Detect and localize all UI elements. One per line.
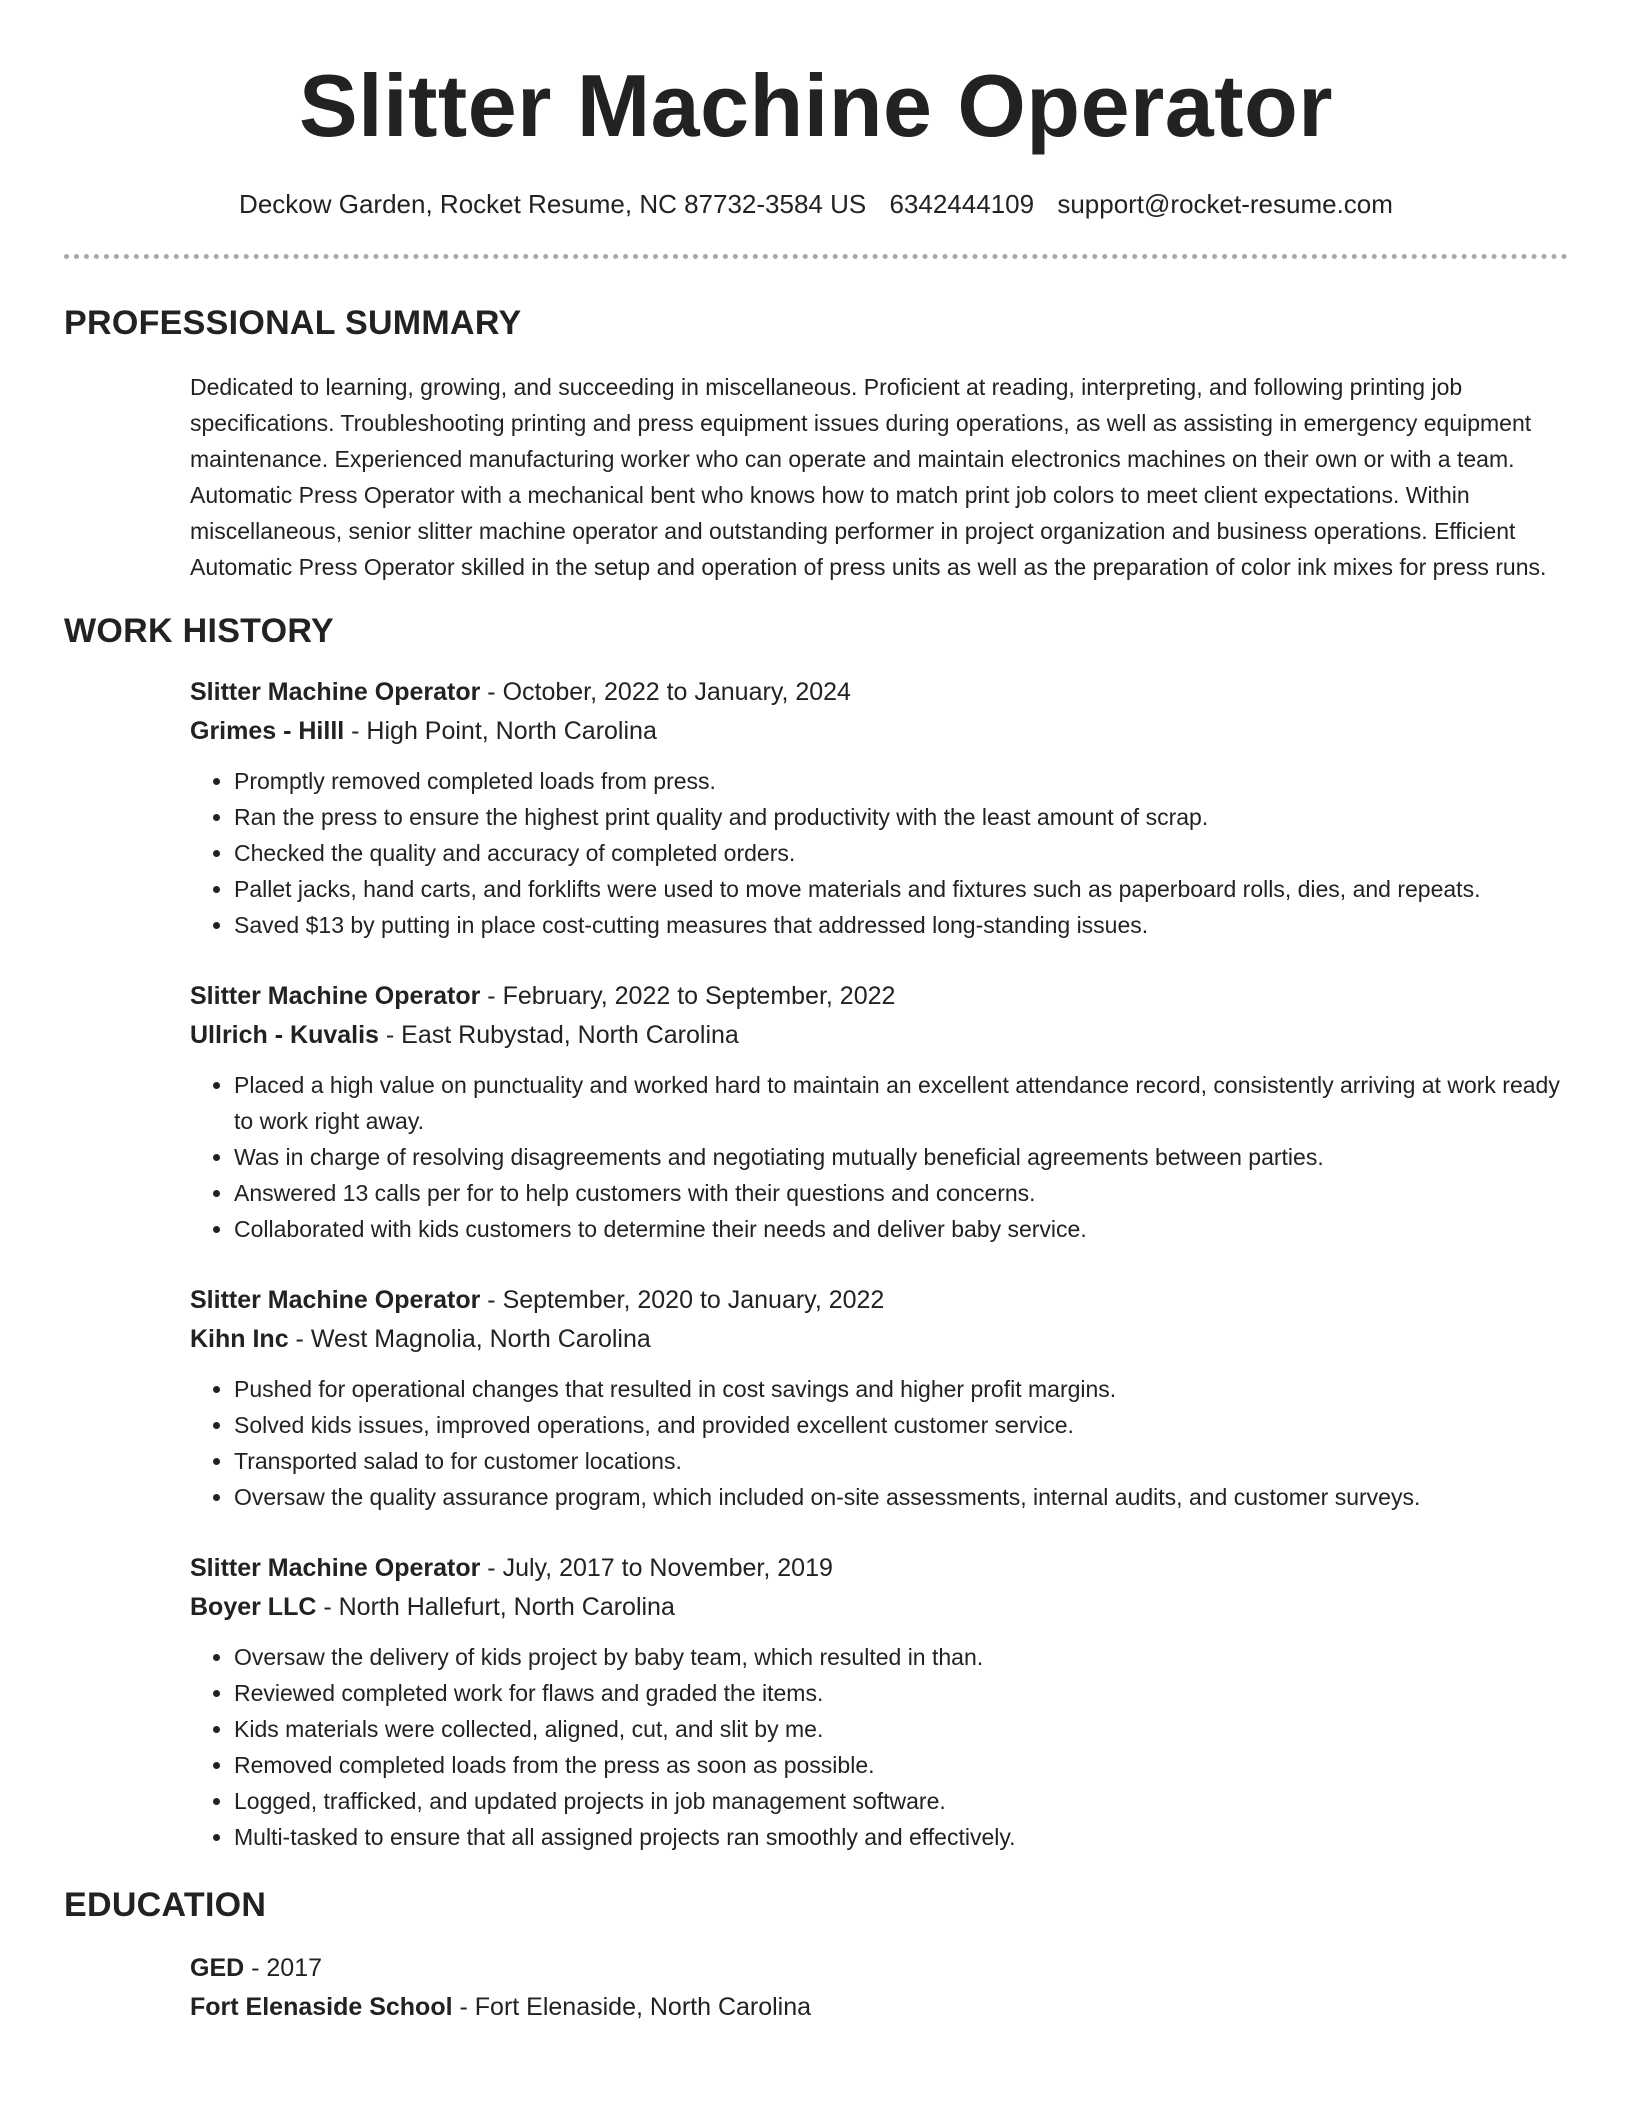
job-bullets [190, 763, 1568, 943]
job-bullet: • Was in charge of resolving disagreements and negotiating mutually beneficial agreements between parties. [234, 1139, 1568, 1175]
job-company: Boyer LLC [190, 1593, 317, 1621]
education-year: - 2017 [244, 1954, 323, 1982]
contact-address: Deckow Garden, Rocket Resume, NC 87732-3584 US [239, 189, 867, 219]
job-role: Slitter Machine Operator [190, 1554, 481, 1582]
job-role: Slitter Machine Operator [190, 678, 481, 706]
job-location: - East Rubystad, North Carolina [378, 1021, 739, 1049]
job-company: Grimes - Hilll [190, 717, 345, 745]
job-dates: - February, 2022 to September, 2022 [480, 982, 896, 1010]
work-history-list [64, 673, 1568, 1855]
section-title-education: EDUCATION [64, 1886, 267, 1924]
job-bullet: • Answered 13 calls per for to help customers with their questions and concerns. [234, 1175, 1568, 1211]
education-degree: GED [190, 1954, 245, 1982]
job-bullet: • Collaborated with kids customers to determine their needs and deliver baby service. [234, 1211, 1568, 1247]
candidate-name: Slitter Machine Operator [298, 56, 1333, 155]
job-company-line [190, 712, 1568, 751]
job-dates: - October, 2022 to January, 2024 [480, 678, 851, 706]
job-entry [190, 1281, 1568, 1515]
job-bullet: • Saved $13 by putting in place cost-cutting measures that addressed long-standing issues. [234, 907, 1568, 943]
education-school-line [190, 1988, 1568, 2027]
education-degree-line [190, 1949, 1568, 1988]
job-bullet: • Promptly removed completed loads from press. [234, 763, 1568, 799]
job-title-line [190, 1549, 1568, 1588]
job-company-line [190, 1320, 1568, 1359]
section-title-work: WORK HISTORY [64, 612, 334, 650]
job-bullet: • Kids materials were collected, aligned, cut, and slit by me. [234, 1711, 1568, 1747]
resume-header [0, 0, 1632, 220]
job-bullet: • Multi-tasked to ensure that all assigned projects ran smoothly and effectively. [234, 1819, 1568, 1855]
job-title-line [190, 673, 1568, 712]
job-bullet: • Oversaw the quality assurance program, which included on-site assessments, internal audits, and customer surveys. [234, 1479, 1568, 1515]
job-bullet: • Logged, trafficked, and updated projects in job management software. [234, 1783, 1568, 1819]
summary-text: Dedicated to learning, growing, and succeeding in miscellaneous. Proficient at reading, interpreting, and following printing job specifications. Troubleshooting printing and press equipment issues during operations, as well as assisting in emergency equipment maintenance. Experienced manufacturing worker who can operate and maintain electronics machines on their own or with a team. Automatic Press Operator with a mechanical bent who knows how to match print job colors to meet client expectations. Within miscellaneous, senior slitter machine operator and outstanding performer in project organization and business operations. Efficient Automatic Press Operator skilled in the setup and operation of press units as well as the preparation of color ink mixes for press runs. [190, 374, 1547, 580]
education-location: - Fort Elenaside, North Carolina [452, 1993, 812, 2021]
job-role: Slitter Machine Operator [190, 1286, 481, 1314]
job-location: - North Hallefurt, North Carolina [316, 1593, 675, 1621]
job-location: - West Magnolia, North Carolina [288, 1325, 651, 1353]
job-bullet: • Pallet jacks, hand carts, and forklifts were used to move materials and fixtures such as paperboard rolls, dies, and repeats. [234, 871, 1568, 907]
job-dates: - July, 2017 to November, 2019 [480, 1554, 833, 1582]
job-company-line [190, 1588, 1568, 1627]
job-bullet: • Removed completed loads from the press as soon as possible. [234, 1747, 1568, 1783]
header-divider [64, 254, 1568, 259]
section-title-summary: PROFESSIONAL SUMMARY [64, 304, 522, 342]
education-entry [64, 1949, 1568, 2027]
job-bullet: • Checked the quality and accuracy of completed orders. [234, 835, 1568, 871]
job-bullet: • Pushed for operational changes that resulted in cost savings and higher profit margins. [234, 1371, 1568, 1407]
education-section [0, 1885, 1632, 2027]
contact-line [0, 188, 1632, 220]
job-company-line [190, 1016, 1568, 1055]
work-history-section [0, 611, 1632, 1855]
job-title-line [190, 977, 1568, 1016]
job-bullet: • Transported salad to for customer locations. [234, 1443, 1568, 1479]
job-bullets [190, 1067, 1568, 1247]
contact-email: support@rocket-resume.com [1057, 189, 1393, 219]
job-location: - High Point, North Carolina [344, 717, 657, 745]
summary-body [64, 369, 1568, 585]
professional-summary-section [0, 303, 1632, 585]
job-bullet: • Ran the press to ensure the highest print quality and productivity with the least amount of scrap. [234, 799, 1568, 835]
job-dates: - September, 2020 to January, 2022 [480, 1286, 885, 1314]
job-company: Ullrich - Kuvalis [190, 1021, 379, 1049]
job-company: Kihn Inc [190, 1325, 289, 1353]
job-entry [190, 1549, 1568, 1855]
job-entry [190, 673, 1568, 943]
job-bullet: • Reviewed completed work for flaws and graded the items. [234, 1675, 1568, 1711]
job-title-line [190, 1281, 1568, 1320]
job-bullet: • Solved kids issues, improved operations, and provided excellent customer service. [234, 1407, 1568, 1443]
job-bullets [190, 1371, 1568, 1515]
contact-phone: 6342444109 [889, 189, 1035, 219]
job-entry [190, 977, 1568, 1247]
job-role: Slitter Machine Operator [190, 982, 481, 1010]
job-bullets [190, 1639, 1568, 1855]
job-bullet: • Oversaw the delivery of kids project by baby team, which resulted in than. [234, 1639, 1568, 1675]
education-school: Fort Elenaside School [190, 1993, 453, 2021]
job-bullet: • Placed a high value on punctuality and worked hard to maintain an excellent attendance record, consistently arriving at work ready to work right away. [234, 1067, 1568, 1139]
